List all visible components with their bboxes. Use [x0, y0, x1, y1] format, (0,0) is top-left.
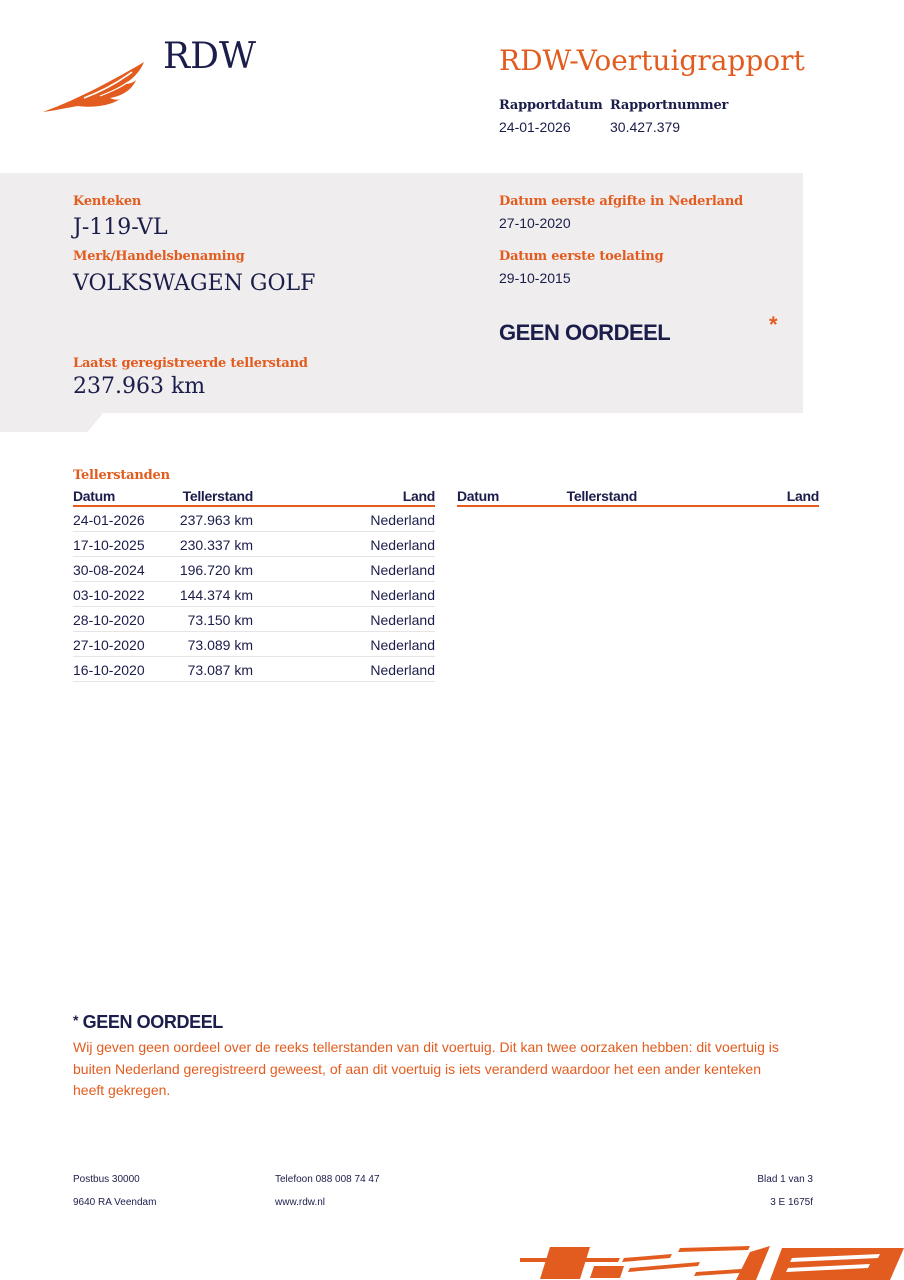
note-body [73, 1037, 813, 1102]
note-line: heeft gekregen. [73, 1082, 171, 1098]
note-line: Wij geven geen oordeel over de reeks tellerstanden van dit voertuig. Dit kan twee oorzaken hebben: dit voertuig is [73, 1039, 779, 1055]
row-km: 237.963 km [173, 506, 253, 532]
table-header-row [73, 488, 435, 506]
row-km: 196.720 km [173, 557, 253, 582]
tellerstanden-table-right [457, 488, 819, 507]
col-land: Land [253, 488, 435, 506]
toelating-value: 29-10-2015 [499, 270, 571, 286]
col-land: Land [637, 488, 819, 506]
col-tellerstand: Tellerstand [173, 488, 253, 506]
table-header-row [457, 488, 819, 506]
col-datum: Datum [73, 488, 173, 506]
rapportnummer-label: Rapportnummer [610, 98, 729, 113]
note-asterisk: * [73, 1012, 79, 1028]
tellerstand-value: 237.963 km [73, 374, 206, 399]
row-km: 230.337 km [173, 532, 253, 557]
rapportdatum-label: Rapportdatum [499, 98, 603, 113]
report-title: RDW-Voertuigrapport [499, 44, 805, 77]
row-km: 73.087 km [173, 657, 253, 682]
table-row [73, 607, 435, 632]
oordeel-status: GEEN OORDEEL [499, 320, 671, 345]
rdw-logo-emblem [40, 58, 150, 114]
merk-label: Merk/Handelsbenaming [73, 249, 245, 264]
tellerstand-label: Laatst geregistreerde tellerstand [73, 356, 308, 371]
row-land: Nederland [253, 582, 435, 607]
row-datum: 17-10-2025 [73, 532, 173, 557]
row-km: 73.089 km [173, 632, 253, 657]
rdw-logo-text: RDW [163, 36, 256, 77]
rapportnummer-value: 30.427.379 [610, 119, 681, 135]
decorative-stripes [520, 1244, 904, 1280]
row-land: Nederland [253, 657, 435, 682]
merk-value: VOLKSWAGEN GOLF [73, 271, 316, 296]
footer-postbus: Postbus 30000 [73, 1174, 140, 1185]
note-line: buiten Nederland geregistreerd geweest, of aan dit voertuig is iets veranderd waardoor het een ander kenteken [73, 1060, 761, 1077]
afgifte-value: 27-10-2020 [499, 215, 571, 231]
row-datum: 30-08-2024 [73, 557, 173, 582]
toelating-label: Datum eerste toelating [499, 249, 664, 264]
kenteken-label: Kenteken [73, 194, 142, 209]
row-datum: 16-10-2020 [73, 657, 173, 682]
row-land: Nederland [253, 607, 435, 632]
footer-telefoon: Telefoon 088 008 74 47 [275, 1174, 380, 1185]
table-row [73, 657, 435, 682]
note-heading [73, 1012, 223, 1033]
table-row [73, 582, 435, 607]
tellerstanden-title: Tellerstanden [73, 468, 170, 483]
footer-postcode: 9640 RA Veendam [73, 1197, 157, 1208]
tellerstanden-table-left [73, 488, 435, 682]
row-land: Nederland [253, 557, 435, 582]
kenteken-value: J-119-VL [73, 215, 168, 240]
col-datum: Datum [457, 488, 557, 506]
rapportdatum-value: 24-01-2026 [499, 119, 571, 135]
note-title: GEEN OORDEEL [82, 1012, 223, 1032]
row-datum: 24-01-2026 [73, 506, 173, 532]
panel-tab [0, 412, 104, 432]
row-land: Nederland [253, 532, 435, 557]
row-km: 73.150 km [173, 607, 253, 632]
table-row [73, 532, 435, 557]
oordeel-asterisk: * [769, 312, 778, 337]
footer-doc-code: 3 E 1675f [770, 1197, 813, 1208]
row-km: 144.374 km [173, 582, 253, 607]
row-land: Nederland [253, 632, 435, 657]
afgifte-label: Datum eerste afgifte in Nederland [499, 194, 743, 209]
table-row [73, 557, 435, 582]
table-row [73, 506, 435, 532]
footer-website[interactable]: www.rdw.nl [275, 1197, 326, 1208]
row-datum: 03-10-2022 [73, 582, 173, 607]
row-land: Nederland [253, 506, 435, 532]
row-datum: 28-10-2020 [73, 607, 173, 632]
table-row [73, 632, 435, 657]
col-tellerstand: Tellerstand [557, 488, 637, 506]
row-datum: 27-10-2020 [73, 632, 173, 657]
footer-page-number: Blad 1 van 3 [757, 1174, 813, 1185]
